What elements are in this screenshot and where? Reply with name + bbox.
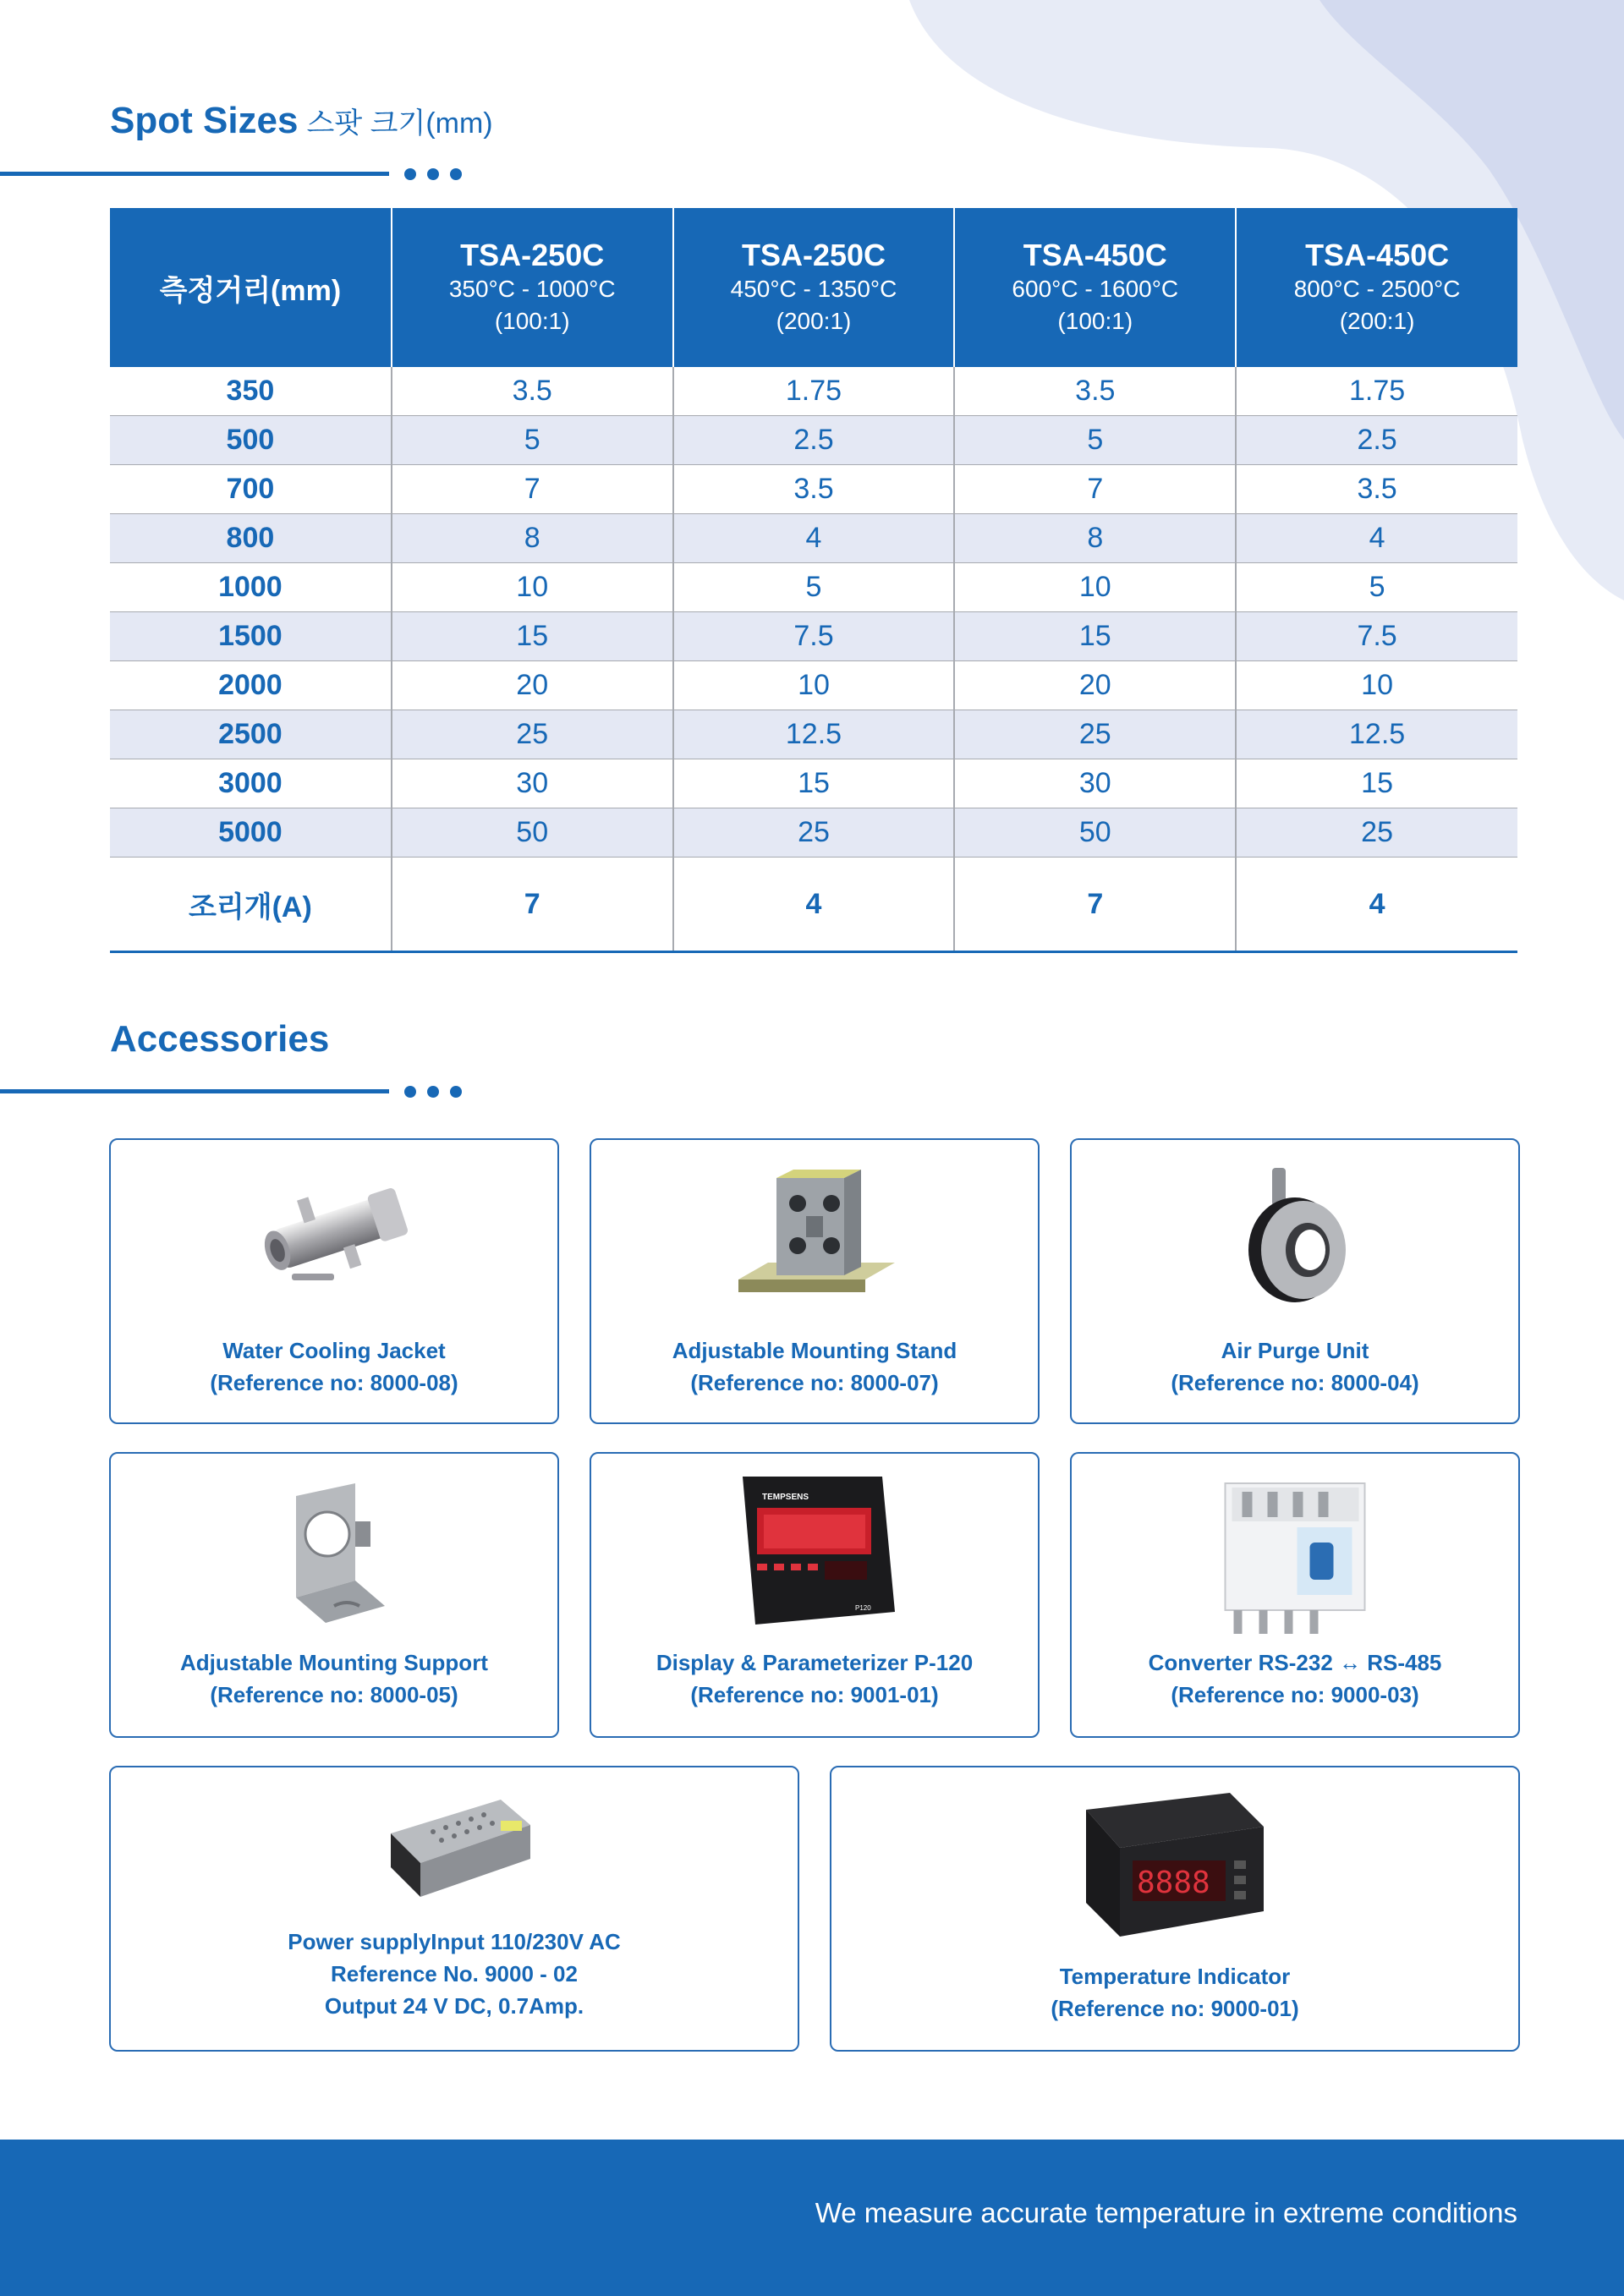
spot-cell: 3.5	[1236, 465, 1517, 514]
accessory-card[interactable]	[109, 1138, 559, 1424]
spot-cell: 5	[954, 416, 1236, 465]
spot-cell: 3.5	[392, 367, 673, 416]
table-row	[110, 710, 1517, 759]
model-ratio: (100:1)	[494, 308, 570, 334]
accessory-name: Adjustable Mounting Support	[180, 1650, 488, 1675]
spot-cell: 7	[392, 465, 673, 514]
power-supply-image	[374, 1791, 535, 1910]
spot-cell: 4	[1236, 514, 1517, 563]
table-row	[110, 465, 1517, 514]
aperture-row	[110, 858, 1517, 952]
spot-cell: 1.75	[1236, 367, 1517, 416]
header-model	[673, 208, 955, 367]
table-row	[110, 661, 1517, 710]
accessory-caption	[591, 1647, 1038, 1711]
accessory-caption	[591, 1334, 1038, 1399]
table-row	[110, 563, 1517, 612]
water-cooling-jacket-image	[241, 1165, 427, 1301]
model-range: 600°C - 1600°C	[1012, 276, 1179, 302]
table-header-row	[110, 208, 1517, 367]
spot-cell: 10	[954, 563, 1236, 612]
accessory-ref: (Reference no: 9001-01)	[690, 1682, 939, 1707]
display-model-label: P120	[855, 1604, 871, 1612]
accessory-caption	[111, 1647, 557, 1711]
distance-cell: 700	[110, 465, 392, 514]
accessory-caption	[111, 1926, 798, 2022]
spot-cell: 8	[954, 514, 1236, 563]
table-row	[110, 759, 1517, 808]
title-dots	[404, 168, 462, 180]
spot-cell: 3.5	[673, 465, 955, 514]
spot-cell: 15	[954, 612, 1236, 661]
aperture-cell: 4	[673, 858, 955, 952]
spot-cell: 5	[673, 563, 955, 612]
aperture-cell: 7	[954, 858, 1236, 952]
model-name: TSA-450C	[1023, 238, 1167, 272]
converter-image	[1217, 1466, 1374, 1640]
accessory-name: Adjustable Mounting Stand	[672, 1338, 957, 1363]
accessory-card[interactable]	[590, 1452, 1040, 1738]
distance-cell: 5000	[110, 808, 392, 858]
model-name: TSA-250C	[460, 238, 605, 272]
title-underline	[0, 172, 389, 176]
accessory-name: Temperature Indicator	[1059, 1964, 1291, 1989]
table-row	[110, 367, 1517, 416]
accessories-title	[110, 1018, 329, 1060]
distance-cell: 3000	[110, 759, 392, 808]
accessory-caption	[1072, 1647, 1518, 1711]
temperature-indicator-image	[1078, 1784, 1272, 1945]
spot-cell: 4	[673, 514, 955, 563]
accessory-ref: (Reference no: 8000-08)	[210, 1370, 458, 1395]
distance-cell: 1000	[110, 563, 392, 612]
spot-cell: 2.5	[1236, 416, 1517, 465]
display-p120-drawing	[730, 1472, 899, 1629]
table-row	[110, 416, 1517, 465]
footer-bar	[0, 2140, 1624, 2296]
accessory-card[interactable]	[830, 1766, 1520, 2052]
spot-cell: 12.5	[673, 710, 955, 759]
table-row	[110, 612, 1517, 661]
distance-cell: 1500	[110, 612, 392, 661]
spot-cell: 20	[954, 661, 1236, 710]
accessories-title-text: Accessories	[110, 1018, 330, 1060]
accessory-name: Display & Parameterizer P-120	[656, 1650, 974, 1675]
display-p120-image	[730, 1472, 899, 1629]
accessory-caption	[1072, 1334, 1518, 1399]
distance-cell: 2000	[110, 661, 392, 710]
accessory-ref: (Reference no: 8000-07)	[690, 1370, 939, 1395]
spot-cell: 8	[392, 514, 673, 563]
accessory-name: Power supplyInput 110/230V AC	[288, 1929, 621, 1954]
spot-cell: 15	[1236, 759, 1517, 808]
distance-cell: 2500	[110, 710, 392, 759]
aperture-cell: 7	[392, 858, 673, 952]
spot-cell: 10	[1236, 661, 1517, 710]
spot-cell: 2.5	[673, 416, 955, 465]
aperture-label: 조리개(A)	[110, 858, 392, 952]
accessory-card[interactable]	[109, 1452, 559, 1738]
spot-cell: 15	[392, 612, 673, 661]
model-name: TSA-450C	[1305, 238, 1450, 272]
spot-cell: 5	[392, 416, 673, 465]
spot-cell: 25	[673, 808, 955, 858]
spot-cell: 50	[392, 808, 673, 858]
header-model	[392, 208, 673, 367]
distance-cell: 800	[110, 514, 392, 563]
aperture-cell: 4	[1236, 858, 1517, 952]
spot-cell: 25	[1236, 808, 1517, 858]
distance-cell: 500	[110, 416, 392, 465]
spot-cell: 1.75	[673, 367, 955, 416]
spot-cell: 3.5	[954, 367, 1236, 416]
accessory-extra: Output 24 V DC, 0.7Amp.	[324, 1993, 584, 2019]
model-ratio: (200:1)	[776, 308, 852, 334]
model-ratio: (200:1)	[1339, 308, 1415, 334]
accessory-card[interactable]	[590, 1138, 1040, 1424]
accessory-ref: Reference No. 9000 - 02	[331, 1961, 578, 1986]
accessory-card[interactable]	[1070, 1138, 1520, 1424]
title-dots	[404, 1086, 462, 1098]
accessory-ref: (Reference no: 8000-05)	[210, 1682, 458, 1707]
mounting-stand-image	[730, 1165, 899, 1305]
spot-sizes-title	[110, 100, 493, 142]
display-brand-label: TEMPSENS	[762, 1493, 809, 1502]
spot-size-table	[110, 208, 1517, 953]
accessory-name: Air Purge Unit	[1221, 1338, 1369, 1363]
spot-cell: 15	[673, 759, 955, 808]
model-name: TSA-250C	[741, 238, 886, 272]
header-model	[954, 208, 1236, 367]
footer-tagline: We measure accurate temperature in extreme conditions	[815, 2197, 1517, 2228]
distance-cell: 350	[110, 367, 392, 416]
title-underline	[0, 1089, 389, 1093]
header-model	[1236, 208, 1517, 367]
spot-sizes-title-ko: 스팟 크기(mm)	[306, 107, 493, 140]
spot-cell: 10	[392, 563, 673, 612]
spot-cell: 10	[673, 661, 955, 710]
spot-cell: 30	[954, 759, 1236, 808]
model-range: 450°C - 1350°C	[730, 276, 897, 302]
table-row	[110, 514, 1517, 563]
spot-cell: 20	[392, 661, 673, 710]
model-range: 350°C - 1000°C	[448, 276, 616, 302]
model-ratio: (100:1)	[1057, 308, 1133, 334]
accessory-card[interactable]	[109, 1766, 799, 2052]
accessory-ref: (Reference no: 8000-04)	[1171, 1370, 1419, 1395]
accessory-caption	[111, 1334, 557, 1399]
accessory-card[interactable]	[1070, 1452, 1520, 1738]
spot-cell: 25	[392, 710, 673, 759]
accessory-ref: (Reference no: 9000-03)	[1171, 1682, 1419, 1707]
svg-text:8888: 8888	[1137, 1866, 1210, 1900]
spot-cell: 7.5	[673, 612, 955, 661]
spot-cell: 5	[1236, 563, 1517, 612]
spot-cell: 7	[954, 465, 1236, 514]
accessory-caption	[831, 1960, 1518, 2025]
accessory-name: Converter RS-232 ↔ RS-485	[1148, 1650, 1442, 1675]
air-purge-unit-image	[1232, 1161, 1358, 1309]
spot-cell: 7.5	[1236, 612, 1517, 661]
spot-cell: 50	[954, 808, 1236, 858]
mounting-support-image	[275, 1479, 393, 1627]
table-row	[110, 808, 1517, 858]
spot-sizes-title-en: Spot Sizes	[110, 100, 299, 141]
header-distance: 측정거리(mm)	[110, 208, 392, 367]
accessory-ref: (Reference no: 9000-01)	[1051, 1996, 1299, 2021]
accessory-name: Water Cooling Jacket	[222, 1338, 446, 1363]
model-range: 800°C - 2500°C	[1293, 276, 1461, 302]
spot-cell: 12.5	[1236, 710, 1517, 759]
spot-cell: 30	[392, 759, 673, 808]
spot-cell: 25	[954, 710, 1236, 759]
